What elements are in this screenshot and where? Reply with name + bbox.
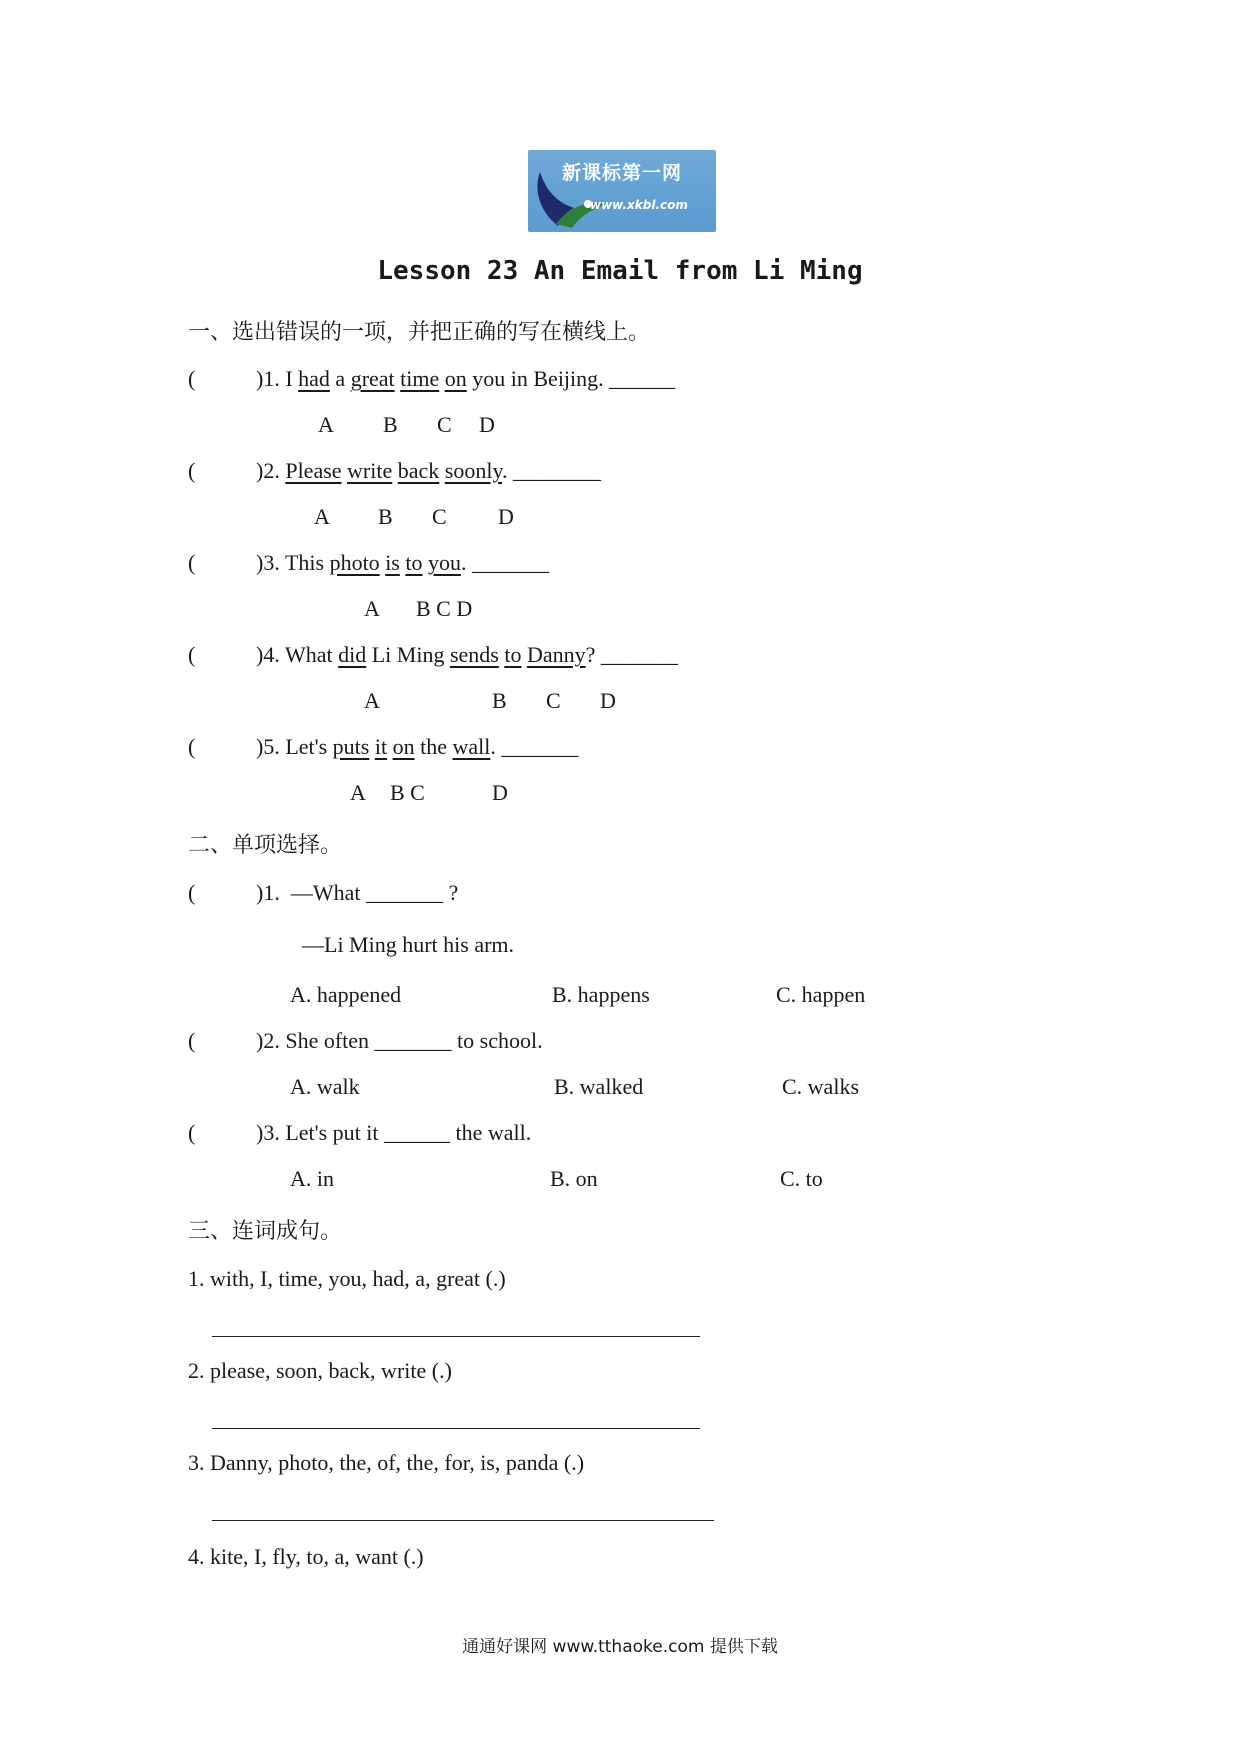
option-letter: B (383, 412, 398, 437)
option-letter: D (479, 412, 495, 437)
page-title: Lesson 23 An Email from Li Ming (377, 256, 863, 286)
section2-heading: 二、单项选择。 (188, 833, 343, 858)
reorder-item: 3. Danny, photo, the, of, the, for, is, panda (.) (188, 1450, 585, 1475)
option-letter: A (364, 688, 380, 713)
option-letter: C (432, 504, 447, 529)
option-c: C. happen (776, 982, 866, 1007)
section1-heading: 一、选出错误的一项，并把正确的写在横线上。 (188, 320, 651, 345)
logo-url: www.xkbl.com (590, 198, 688, 212)
option-b: B. walked (554, 1074, 644, 1099)
option-c: C. to (780, 1166, 823, 1191)
question-text: )1. I had a great time on you in Beijing. ______ (256, 366, 676, 391)
reorder-item: 1. with, I, time, you, had, a, great (.) (188, 1266, 506, 1291)
section3-heading: 三、连词成句。 (188, 1219, 343, 1244)
option-a: A. in (290, 1166, 334, 1191)
reorder-item: 2. please, soon, back, write (.) (188, 1358, 452, 1383)
option-letter: A (314, 504, 330, 529)
option-letter: C (546, 688, 561, 713)
site-logo (528, 150, 716, 232)
option-letter: D (492, 780, 508, 805)
option-letter: A (364, 596, 380, 621)
question-text: )2. She often _______ to school. (256, 1028, 543, 1053)
option-letter: B (378, 504, 393, 529)
option-letter: B C D (416, 596, 473, 621)
question-text: )3. This photo is to you. _______ (256, 550, 549, 575)
question-text: )2. Please write back soonly. ________ (256, 458, 602, 483)
option-a: A. happened (290, 982, 402, 1007)
logo-text: 新课标第一网 (561, 162, 682, 184)
option-letter: A (350, 780, 366, 805)
question-text: )5. Let's puts it on the wall. _______ (256, 734, 579, 759)
answer-text: —Li Ming hurt his arm. (302, 932, 515, 957)
option-a: A. walk (290, 1074, 360, 1099)
question-text: )4. What did Li Ming sends to Danny? _______ (256, 642, 678, 667)
question-text: )3. Let's put it ______ the wall. (256, 1120, 532, 1145)
option-c: C. walks (782, 1074, 859, 1099)
footer-text: 通通好课网 www.tthaoke.com 提供下载 (462, 1637, 778, 1657)
option-letter: C (437, 412, 452, 437)
option-letter: B (492, 688, 507, 713)
option-letter: D (600, 688, 616, 713)
answer-line[interactable] (212, 1520, 714, 1521)
answer-line[interactable] (212, 1428, 700, 1429)
reorder-item: 4. kite, I, fly, to, a, want (.) (188, 1544, 424, 1569)
option-letter: B C (390, 780, 425, 805)
option-b: B. on (550, 1166, 598, 1191)
option-b: B. happens (552, 982, 650, 1007)
option-letter: D (498, 504, 514, 529)
option-letter: A (318, 412, 334, 437)
answer-line[interactable] (212, 1336, 700, 1337)
question-text: )1. —What _______ ? (256, 880, 459, 905)
